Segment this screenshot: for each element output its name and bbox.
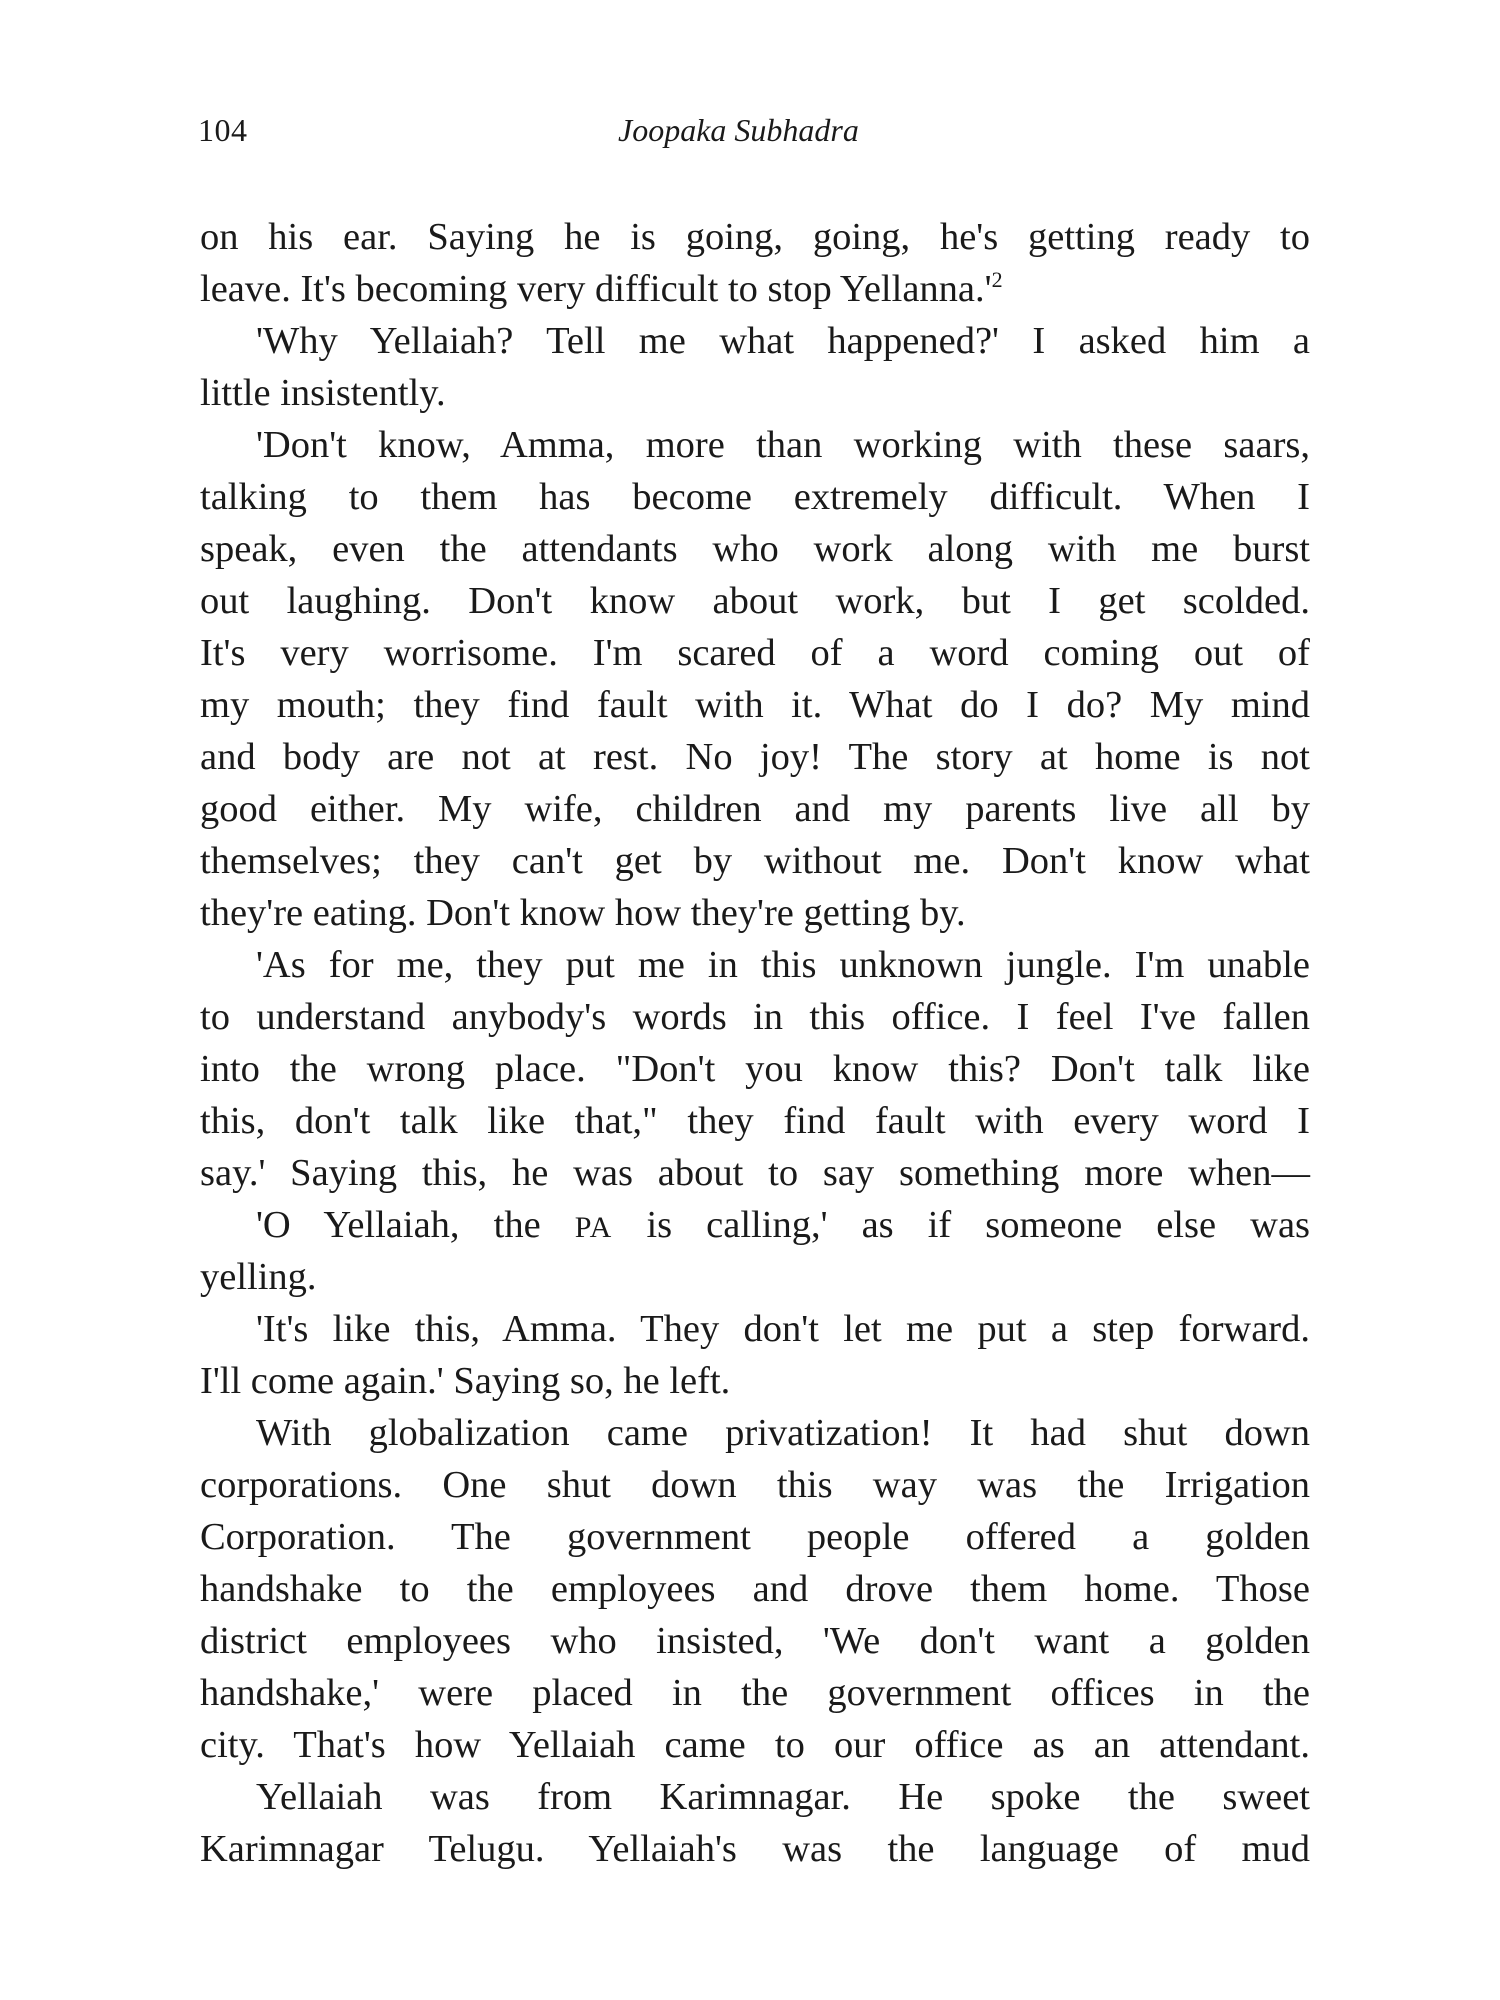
text-line: 'Why Yellaiah? Tell me what happened?' I asked him a (256, 320, 1310, 362)
page-number: 104 (198, 112, 248, 148)
text-line: out laughing. Don't know about work, but I get scolded. (200, 580, 1310, 622)
text-line: yelling. (200, 1256, 317, 1298)
text-line (200, 1199, 1310, 1251)
text-line: good either. My wife, children and my parents live all by (200, 788, 1310, 830)
text-fragment: leave. It's becoming very difficult to stop Yellanna.' (200, 268, 992, 310)
text-line: handshake,' were placed in the government offices in the (200, 1672, 1310, 1714)
small-caps-abbreviation: PA (574, 1211, 613, 1244)
text-line: and body are not at rest. No joy! The story at home is not (200, 736, 1310, 778)
text-line: my mouth; they find fault with it. What do I do? My mind (200, 684, 1310, 726)
footnote-reference: 2 (991, 267, 1003, 292)
text-line: Yellaiah was from Karimnagar. He spoke the sweet (256, 1776, 1310, 1818)
running-title: Joopaka Subhadra (618, 112, 859, 148)
body-text (200, 211, 1310, 1875)
text-line: It's very worrisome. I'm scared of a word coming out of (200, 632, 1310, 674)
text-line: speak, even the attendants who work along with me burst (200, 528, 1310, 570)
text-line: 'It's like this, Amma. They don't let me put a step forward. (256, 1308, 1310, 1350)
text-fragment: is calling,' as if someone else was (646, 1204, 1311, 1246)
text-line: Karimnagar Telugu. Yellaiah's was the language of mud (200, 1828, 1310, 1870)
text-line: into the wrong place. "Don't you know this? Don't talk like (200, 1048, 1310, 1090)
text-line: say.' Saying this, he was about to say something more when— (200, 1152, 1310, 1194)
text-line: they're eating. Don't know how they're getting by. (200, 892, 966, 934)
text-fragment: 'O Yellaiah, the (256, 1204, 541, 1246)
text-line: 'Don't know, Amma, more than working with these saars, (256, 424, 1310, 466)
text-line: themselves; they can't get by without me. Don't know what (200, 840, 1310, 882)
text-line: this, don't talk like that," they find fault with every word I (200, 1100, 1310, 1142)
text-line: talking to them has become extremely difficult. When I (200, 476, 1310, 518)
text-line: city. That's how Yellaiah came to our office as an attendant. (200, 1724, 1310, 1766)
text-line: With globalization came privatization! It had shut down (256, 1412, 1310, 1454)
text-line: handshake to the employees and drove them home. Those (200, 1568, 1310, 1610)
text-line: to understand anybody's words in this office. I feel I've fallen (200, 996, 1310, 1038)
text-line: corporations. One shut down this way was the Irrigation (200, 1464, 1310, 1506)
text-line (200, 263, 1310, 315)
text-line: district employees who insisted, 'We don't want a golden (200, 1620, 1310, 1662)
text-line: I'll come again.' Saying so, he left. (200, 1360, 731, 1402)
text-line: on his ear. Saying he is going, going, he's getting ready to (200, 216, 1310, 258)
text-line: Corporation. The government people offered a golden (200, 1516, 1310, 1558)
running-head (198, 112, 1318, 152)
text-line: 'As for me, they put me in this unknown jungle. I'm unable (256, 944, 1310, 986)
text-line: little insistently. (200, 372, 446, 414)
